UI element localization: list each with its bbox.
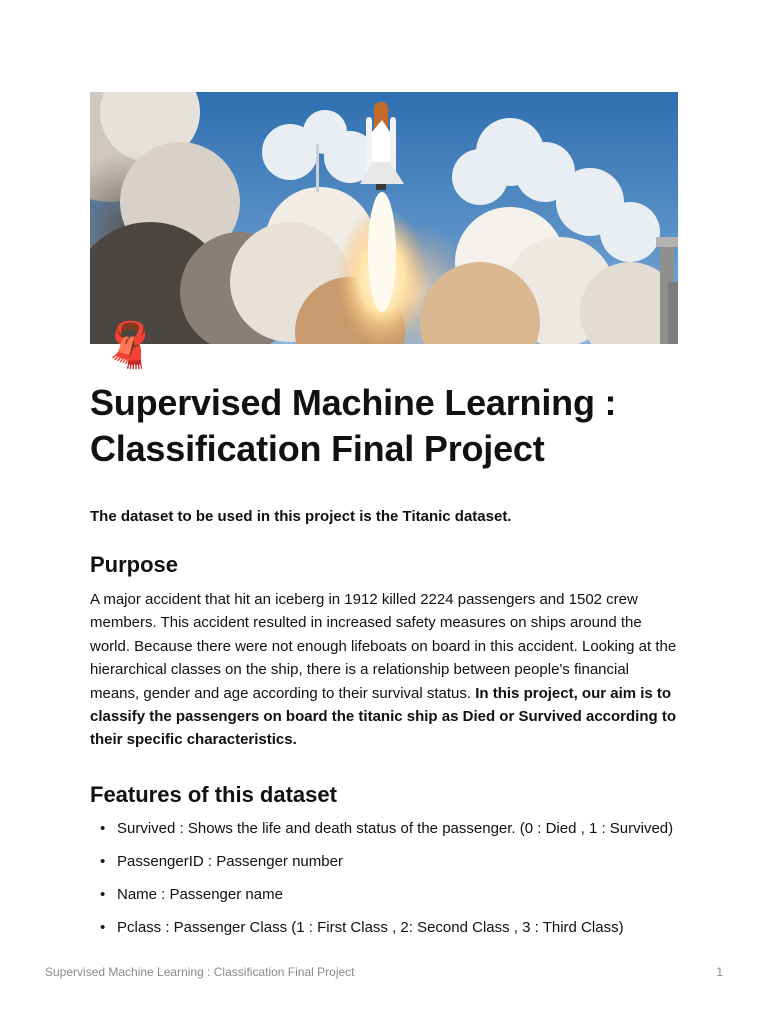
list-item-text: PassengerID : Passenger number	[117, 852, 343, 870]
list-item	[90, 851, 680, 873]
bullet-icon: •	[100, 852, 106, 870]
intro-text: The dataset to be used in this project is the Titanic dataset.	[90, 508, 512, 525]
purpose-text: A major accident that hit an iceberg in 1912 killed 2224 passengers and 1502 crew members. This accident resulted in increased safety measures on ships around the world. Because there were not enough lifeboats on board in this accident. Looking at the hierarchical classes on the ship, there is a relationship between people's financial means, gender and age according to their survival status.	[90, 591, 677, 702]
bullet-icon: •	[100, 885, 106, 903]
page-footer	[45, 965, 723, 979]
list-item	[90, 818, 680, 840]
list-item	[90, 917, 680, 939]
bullet-icon: •	[100, 819, 106, 837]
purpose-heading: Purpose	[90, 552, 179, 577]
list-item-text: Name : Passenger name	[117, 885, 283, 903]
page-title: Supervised Machine Learning : Classification Final Project	[90, 382, 617, 469]
bullet-icon: •	[100, 918, 106, 936]
features-list	[90, 818, 680, 939]
page-content	[90, 380, 680, 950]
cover-image	[90, 92, 678, 344]
list-item-text: Survived : Shows the life and death status of the passenger. (0 : Died , 1 : Survived)	[117, 819, 674, 837]
purpose-paragraph	[90, 588, 680, 752]
list-item-text: Pclass : Passenger Class (1 : First Class , 2: Second Class , 3 : Third Class)	[117, 918, 624, 936]
list-item	[90, 884, 680, 906]
scarf-icon: 🧣	[102, 321, 157, 370]
features-heading: Features of this dataset	[90, 781, 337, 807]
purpose-bold-text: In this project, our aim is to classify the passengers on board the titanic ship as Died or Survived according to their specific characteristics.	[90, 684, 676, 749]
page-number: 1	[716, 965, 723, 979]
footer-title: Supervised Machine Learning : Classification Final Project	[45, 965, 355, 979]
